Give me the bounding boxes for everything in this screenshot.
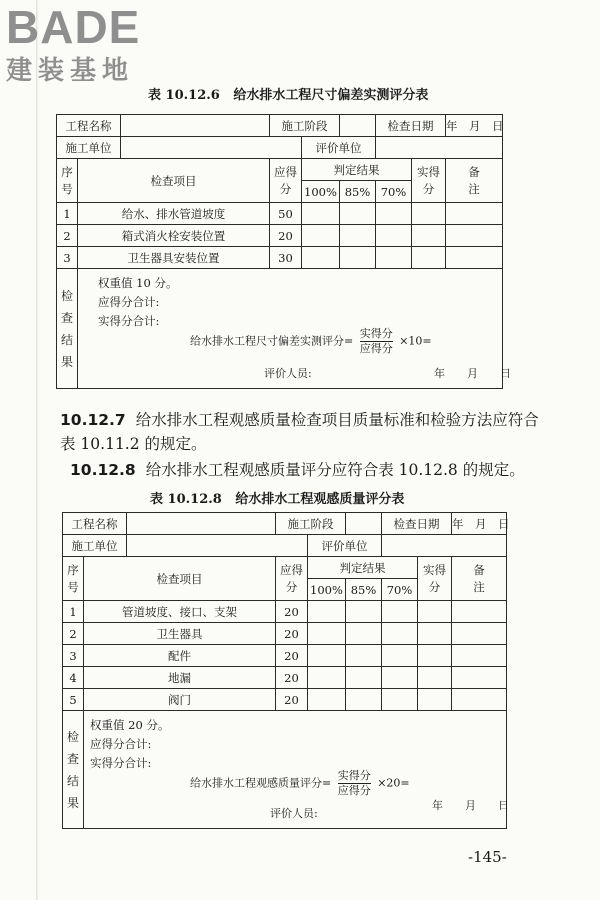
- row-judge-100: [308, 623, 346, 645]
- row-note: [452, 645, 507, 667]
- construction-unit-label: 施工单位: [57, 137, 121, 159]
- formula-multiplier: ×10=: [399, 334, 432, 348]
- note-header: [452, 557, 507, 601]
- actual-header-line-1: 实得: [423, 562, 446, 577]
- clause-text: 给水排水工程观感质量检查项目质量标准和检验方法应符合表 10.11.2 的规定。: [60, 411, 539, 453]
- note-header-line-1: 备: [468, 164, 480, 179]
- seq-header-line-1: 序: [67, 562, 79, 577]
- logo-mark: BADE: [6, 1, 141, 53]
- row-judge-100: [308, 645, 346, 667]
- judge-100-header: 100%: [308, 579, 346, 601]
- result-label-char-4: 果: [66, 795, 79, 810]
- actual-total-text: 实得分合计:: [90, 756, 152, 770]
- actual-header: [412, 159, 446, 203]
- table-row: [63, 623, 507, 645]
- row-note: [446, 225, 503, 247]
- row-judge-85: [340, 247, 376, 269]
- check-date-value: 年 月 日: [446, 115, 503, 137]
- row-item: 阀门: [84, 689, 276, 711]
- judge-header: 判定结果: [308, 557, 418, 579]
- item-header: 检查项目: [84, 557, 276, 601]
- construction-unit-label: 施工单位: [63, 535, 127, 557]
- row-judge-85: [340, 203, 376, 225]
- evaluator-label: 评价人员:: [270, 807, 318, 820]
- table-row: [63, 645, 507, 667]
- row-item: 管道坡度、接口、支架: [84, 601, 276, 623]
- table2-title: 给水排水工程观感质量评分表: [235, 492, 405, 507]
- result-label-char-2: 查: [66, 751, 79, 766]
- row-judge-85: [346, 689, 382, 711]
- clause-number: 10.12.8: [70, 461, 136, 479]
- row-note: [452, 601, 507, 623]
- evaluator-label: 评价人员:: [264, 367, 312, 380]
- formula-label: 给水排水工程观感质量评分=: [190, 776, 332, 790]
- table1-column-header-row: [57, 159, 503, 181]
- row-judge-70: [382, 667, 418, 689]
- table2-header-row-1: [63, 513, 507, 535]
- seq-header-line-2: 号: [61, 181, 73, 196]
- row-judge-85: [340, 225, 376, 247]
- score-formula: [190, 769, 410, 798]
- row-item: 给水、排水管道坡度: [78, 203, 270, 225]
- row-actual: [418, 689, 452, 711]
- watermark-logo: [6, 1, 196, 86]
- row-seq: 2: [63, 623, 84, 645]
- actual-total-text: 实得分合计:: [98, 314, 160, 328]
- table1-result-row: [57, 269, 503, 389]
- result-label: [63, 711, 84, 829]
- row-judge-85: [346, 667, 382, 689]
- row-note: [452, 623, 507, 645]
- table-row: [57, 225, 503, 247]
- row-seq: 3: [57, 247, 78, 269]
- row-judge-85: [346, 601, 382, 623]
- construction-unit-value: [121, 137, 302, 159]
- row-score: 20: [276, 623, 308, 645]
- table2-result-row: [63, 711, 507, 829]
- evaluation-unit-value: [376, 137, 503, 159]
- result-label-char-4: 果: [60, 354, 73, 369]
- row-actual: [418, 645, 452, 667]
- construction-stage-value: [346, 513, 382, 535]
- actual-header-line-2: 分: [422, 181, 435, 196]
- row-seq: 5: [63, 689, 84, 711]
- clause-10-12-8: [70, 458, 550, 482]
- row-note: [452, 689, 507, 711]
- row-seq: 2: [57, 225, 78, 247]
- row-actual: [418, 667, 452, 689]
- project-name-label: 工程名称: [57, 115, 121, 137]
- sign-date: 年 月 日: [432, 799, 509, 812]
- actual-header: [418, 557, 452, 601]
- formula-multiplier: ×20=: [377, 776, 410, 790]
- table-row: [57, 247, 503, 269]
- row-item: 箱式消火栓安装位置: [78, 225, 270, 247]
- table1: [56, 114, 511, 389]
- weight-text: 权重值 20 分。: [90, 718, 170, 732]
- fraction-numerator: 实得分: [359, 327, 393, 340]
- row-judge-100: [308, 601, 346, 623]
- check-date-label: 检查日期: [382, 513, 452, 535]
- seq-header-line-2: 号: [67, 579, 79, 594]
- seq-header-line-1: 序: [61, 164, 73, 179]
- judge-85-header: 85%: [346, 579, 382, 601]
- row-note: [446, 247, 503, 269]
- formula-label: 给水排水工程尺寸偏差实测评分=: [190, 334, 354, 348]
- clause-number: 10.12.7: [60, 411, 126, 429]
- row-actual: [412, 203, 446, 225]
- row-judge-70: [376, 225, 412, 247]
- score-header-line-1: 应得: [274, 164, 297, 179]
- table2-column-header-row: [63, 557, 507, 579]
- check-date-value: 年 月 日: [452, 513, 507, 535]
- result-label-char-3: 结: [60, 332, 73, 347]
- row-score: 20: [276, 667, 308, 689]
- row-judge-70: [376, 203, 412, 225]
- table1-title: 给水排水工程尺寸偏差实测评分表: [233, 88, 429, 103]
- row-actual: [412, 247, 446, 269]
- note-header-line-2: 注: [473, 579, 485, 594]
- seq-header: [57, 159, 78, 203]
- row-judge-100: [302, 203, 340, 225]
- result-label-char-3: 结: [66, 773, 79, 788]
- judge-85-header: 85%: [340, 181, 376, 203]
- evaluation-unit-value: [382, 535, 507, 557]
- should-total-text: 应得分合计:: [90, 737, 152, 751]
- project-name-label: 工程名称: [63, 513, 127, 535]
- logo-subtitle: 建装基地: [6, 56, 135, 86]
- row-note: [446, 203, 503, 225]
- seq-header: [63, 557, 84, 601]
- row-judge-100: [302, 225, 340, 247]
- row-judge-100: [308, 689, 346, 711]
- evaluation-unit-label: 评价单位: [308, 535, 382, 557]
- row-score: 20: [276, 601, 308, 623]
- row-actual: [412, 225, 446, 247]
- row-judge-70: [382, 689, 418, 711]
- table2-caption: [150, 488, 404, 507]
- note-header: [446, 159, 503, 203]
- weight-text: 权重值 10 分。: [98, 276, 178, 290]
- sign-date: 年 月 日: [434, 367, 511, 380]
- score-header-line-2: 分: [285, 579, 298, 594]
- row-note: [452, 667, 507, 689]
- row-judge-70: [382, 601, 418, 623]
- actual-header-line-2: 分: [428, 579, 441, 594]
- project-name-value: [121, 115, 270, 137]
- table2-header-row-2: [63, 535, 507, 557]
- table1-header-row-1: [57, 115, 503, 137]
- row-judge-70: [382, 645, 418, 667]
- fraction-denominator: 应得分: [337, 784, 371, 797]
- table-row: [57, 203, 503, 225]
- row-seq: 3: [63, 645, 84, 667]
- table-row: [63, 601, 507, 623]
- table1-caption: [148, 84, 428, 103]
- table1-number: 表 10.12.6: [148, 88, 220, 103]
- score-header: [270, 159, 302, 203]
- row-seq: 4: [63, 667, 84, 689]
- construction-stage-label: 施工阶段: [270, 115, 340, 137]
- row-judge-100: [308, 667, 346, 689]
- project-name-value: [127, 513, 276, 535]
- row-actual: [418, 623, 452, 645]
- row-item: 地漏: [84, 667, 276, 689]
- table-row: [63, 689, 507, 711]
- actual-header-line-1: 实得: [417, 164, 440, 179]
- row-judge-85: [346, 645, 382, 667]
- judge-header: 判定结果: [302, 159, 412, 181]
- page-binding-edge: [36, 0, 39, 900]
- table-row: [63, 667, 507, 689]
- row-score: 20: [276, 645, 308, 667]
- item-header: 检查项目: [78, 159, 270, 203]
- row-actual: [418, 601, 452, 623]
- construction-unit-value: [127, 535, 308, 557]
- score-formula: [190, 327, 432, 356]
- result-label: [57, 269, 78, 389]
- row-item: 配件: [84, 645, 276, 667]
- note-header-line-1: 备: [473, 562, 485, 577]
- result-label-char-2: 查: [60, 310, 73, 325]
- table2-number: 表 10.12.8: [150, 492, 222, 507]
- check-date-label: 检查日期: [376, 115, 446, 137]
- construction-stage-label: 施工阶段: [276, 513, 346, 535]
- row-score: 20: [276, 689, 308, 711]
- table2: [62, 512, 510, 829]
- evaluation-unit-label: 评价单位: [302, 137, 376, 159]
- row-item: 卫生器具安装位置: [78, 247, 270, 269]
- row-seq: 1: [63, 601, 84, 623]
- construction-stage-value: [340, 115, 376, 137]
- row-judge-70: [382, 623, 418, 645]
- row-judge-85: [346, 623, 382, 645]
- judge-70-header: 70%: [376, 181, 412, 203]
- result-label-char-1: 检: [60, 288, 73, 303]
- fraction-denominator: 应得分: [359, 342, 393, 355]
- row-score: 20: [270, 225, 302, 247]
- fraction-numerator: 实得分: [337, 769, 371, 782]
- score-header-line-1: 应得: [280, 562, 303, 577]
- result-content: [84, 711, 507, 829]
- table1-header-row-2: [57, 137, 503, 159]
- row-score: 30: [270, 247, 302, 269]
- clause-10-12-7: [60, 408, 540, 456]
- row-score: 50: [270, 203, 302, 225]
- judge-100-header: 100%: [302, 181, 340, 203]
- row-item: 卫生器具: [84, 623, 276, 645]
- formula-fraction: [360, 327, 393, 356]
- formula-fraction: [338, 769, 371, 798]
- result-content: [78, 269, 511, 389]
- row-seq: 1: [57, 203, 78, 225]
- score-header-line-2: 分: [279, 181, 292, 196]
- row-judge-100: [302, 247, 340, 269]
- judge-70-header: 70%: [382, 579, 418, 601]
- clause-text: 给水排水工程观感质量评分应符合表 10.12.8 的规定。: [145, 461, 525, 479]
- score-header: [276, 557, 308, 601]
- should-total-text: 应得分合计:: [98, 295, 160, 309]
- note-header-line-2: 注: [468, 181, 480, 196]
- row-judge-70: [376, 247, 412, 269]
- page-number: -145-: [468, 848, 507, 866]
- result-label-char-1: 检: [66, 729, 79, 744]
